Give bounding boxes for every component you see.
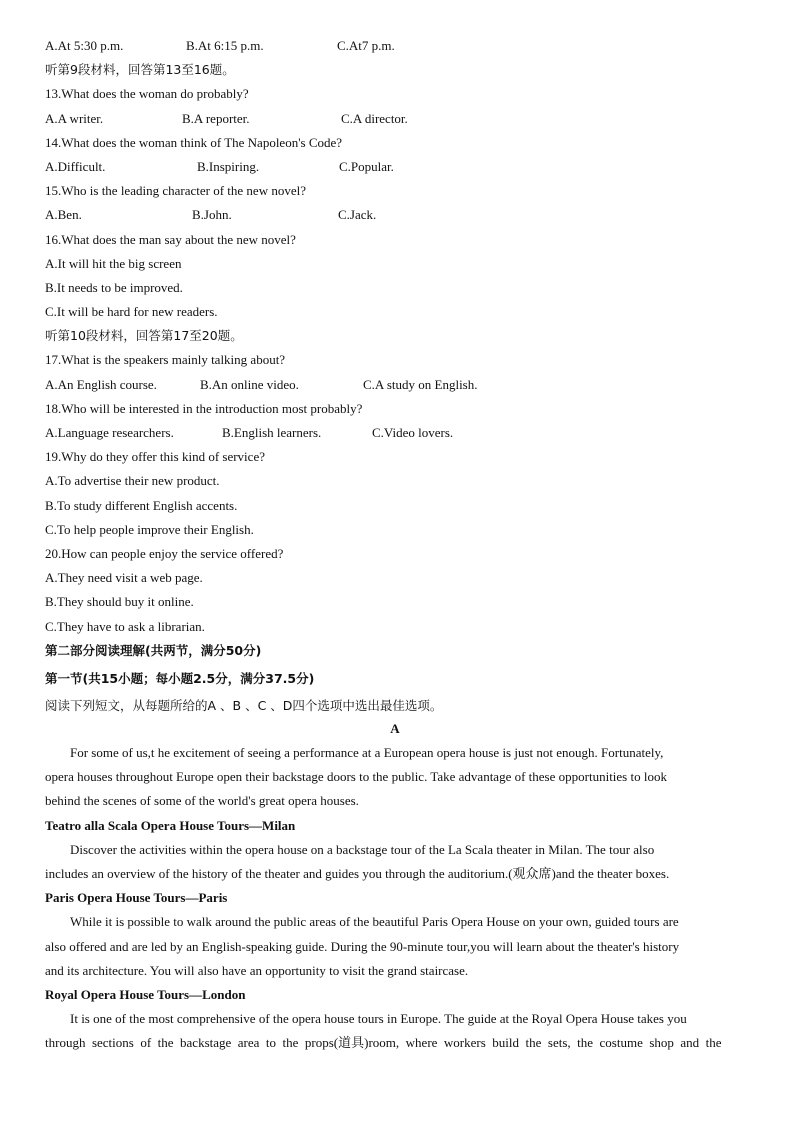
option-a: A.An English course. <box>45 376 157 392</box>
passage-line: While it is possible to walk around the public areas of the beautiful Paris Opera House on your own, guided tours are <box>70 914 679 930</box>
section-1-title: 第一节(共15小题；每小题2.5分，满分37.5分) <box>45 670 315 686</box>
passage-line: opera houses throughout Europe open their backstage doors to the public. Take advantage of these opportunities to look <box>45 769 667 785</box>
question-15: 15.Who is the leading character of the new novel? <box>45 183 306 199</box>
q13-options <box>45 109 745 133</box>
exam-page <box>45 36 745 1058</box>
q12-options <box>45 36 745 60</box>
question-18: 18.Who will be interested in the introduction most probably? <box>45 400 363 416</box>
question-13: 13.What does the woman do probably? <box>45 86 249 102</box>
question-14: 14.What does the woman think of The Napoleon's Code? <box>45 134 343 150</box>
passage-label: A <box>390 720 400 736</box>
option-c: C.Video lovers. <box>372 425 454 440</box>
q15-options <box>45 205 745 229</box>
option-c: C.A director. <box>341 110 408 126</box>
q14-options <box>45 157 745 181</box>
part-2-title: 第二部分阅读理解(共两节，满分50分) <box>45 642 262 658</box>
option-c: C.At7 p.m. <box>337 38 395 53</box>
passage-line: For some of us,t he excitement of seeing a performance at a European opera house is just not enough. Fortunately, <box>70 745 664 761</box>
option-a: A.They need visit a web page. <box>45 570 203 586</box>
option-c: C.Popular. <box>339 158 394 174</box>
passage-intro <box>45 743 745 816</box>
option-b: B.They should buy it online. <box>45 594 194 610</box>
option-b: B.John. <box>192 207 232 223</box>
option-a: A.A writer. <box>45 110 104 126</box>
option-c: C.A study on English. <box>363 376 478 392</box>
passage-line: It is one of the most comprehensive of the opera house tours in Europe. The guide at the Royal Opera House takes you <box>70 1011 687 1027</box>
passage-line: and its architecture. You will also have an opportunity to visit the grand staircase. <box>45 962 469 978</box>
question-17: 17.What is the speakers mainly talking about? <box>45 352 286 368</box>
passage-line: behind the scenes of some of the world's great opera houses. <box>45 793 359 809</box>
option-b: B.English learners. <box>222 425 322 440</box>
q18-options <box>45 423 745 447</box>
option-a: A.Language researchers. <box>45 425 174 440</box>
option-a: A.Ben. <box>45 207 82 223</box>
option-b: B.An online video. <box>200 376 299 392</box>
option-c: C.To help people improve their English. <box>45 521 254 537</box>
option-a: A.Difficult. <box>45 158 106 174</box>
section-9-instruction: 听第9段材料，回答第13至16题。 <box>45 62 235 78</box>
passage-line: through sections of the backstage area to the props(道具)room, where workers build the sets, the costume shop and the <box>45 1035 722 1051</box>
tour-heading-milan: Teatro alla Scala Opera House Tours—Milan <box>45 817 296 833</box>
reading-instructions: 阅读下列短文，从每题所给的A 、B 、C 、D四个选项中选出最佳选项。 <box>45 697 443 713</box>
question-19: 19.Why do they offer this kind of service? <box>45 449 265 465</box>
option-b: B.At 6:15 p.m. <box>186 38 264 53</box>
question-16: 16.What does the man say about the new novel? <box>45 231 296 247</box>
question-20: 20.How can people enjoy the service offered? <box>45 545 284 561</box>
passage-line: Discover the activities within the opera house on a backstage tour of the La Scala theater in Milan. The tour also <box>70 841 655 857</box>
option-b: B.Inspiring. <box>197 158 260 174</box>
option-b: B.A reporter. <box>182 110 250 126</box>
q17-options <box>45 375 745 399</box>
tour-heading-paris: Paris Opera House Tours—Paris <box>45 890 228 906</box>
option-c: C.Jack. <box>338 207 377 223</box>
option-c: C.They have to ask a librarian. <box>45 618 205 634</box>
tour-heading-london: Royal Opera House Tours—London <box>45 986 246 1002</box>
option-b: B.It needs to be improved. <box>45 279 183 295</box>
passage-line: includes an overview of the history of the theater and guides you through the auditorium.(观众席)and the theater boxes. <box>45 866 670 881</box>
option-a: A.At 5:30 p.m. <box>45 38 124 53</box>
option-a: A.To advertise their new product. <box>45 473 220 489</box>
section-10-instruction: 听第10段材料，回答第17至20题。 <box>45 328 243 344</box>
option-a: A.It will hit the big screen <box>45 255 182 271</box>
option-b: B.To study different English accents. <box>45 497 238 513</box>
option-c: C.It will be hard for new readers. <box>45 304 218 320</box>
passage-line: also offered and are led by an English-speaking guide. During the 90-minute tour,you will learn about the theater's history <box>45 938 680 954</box>
